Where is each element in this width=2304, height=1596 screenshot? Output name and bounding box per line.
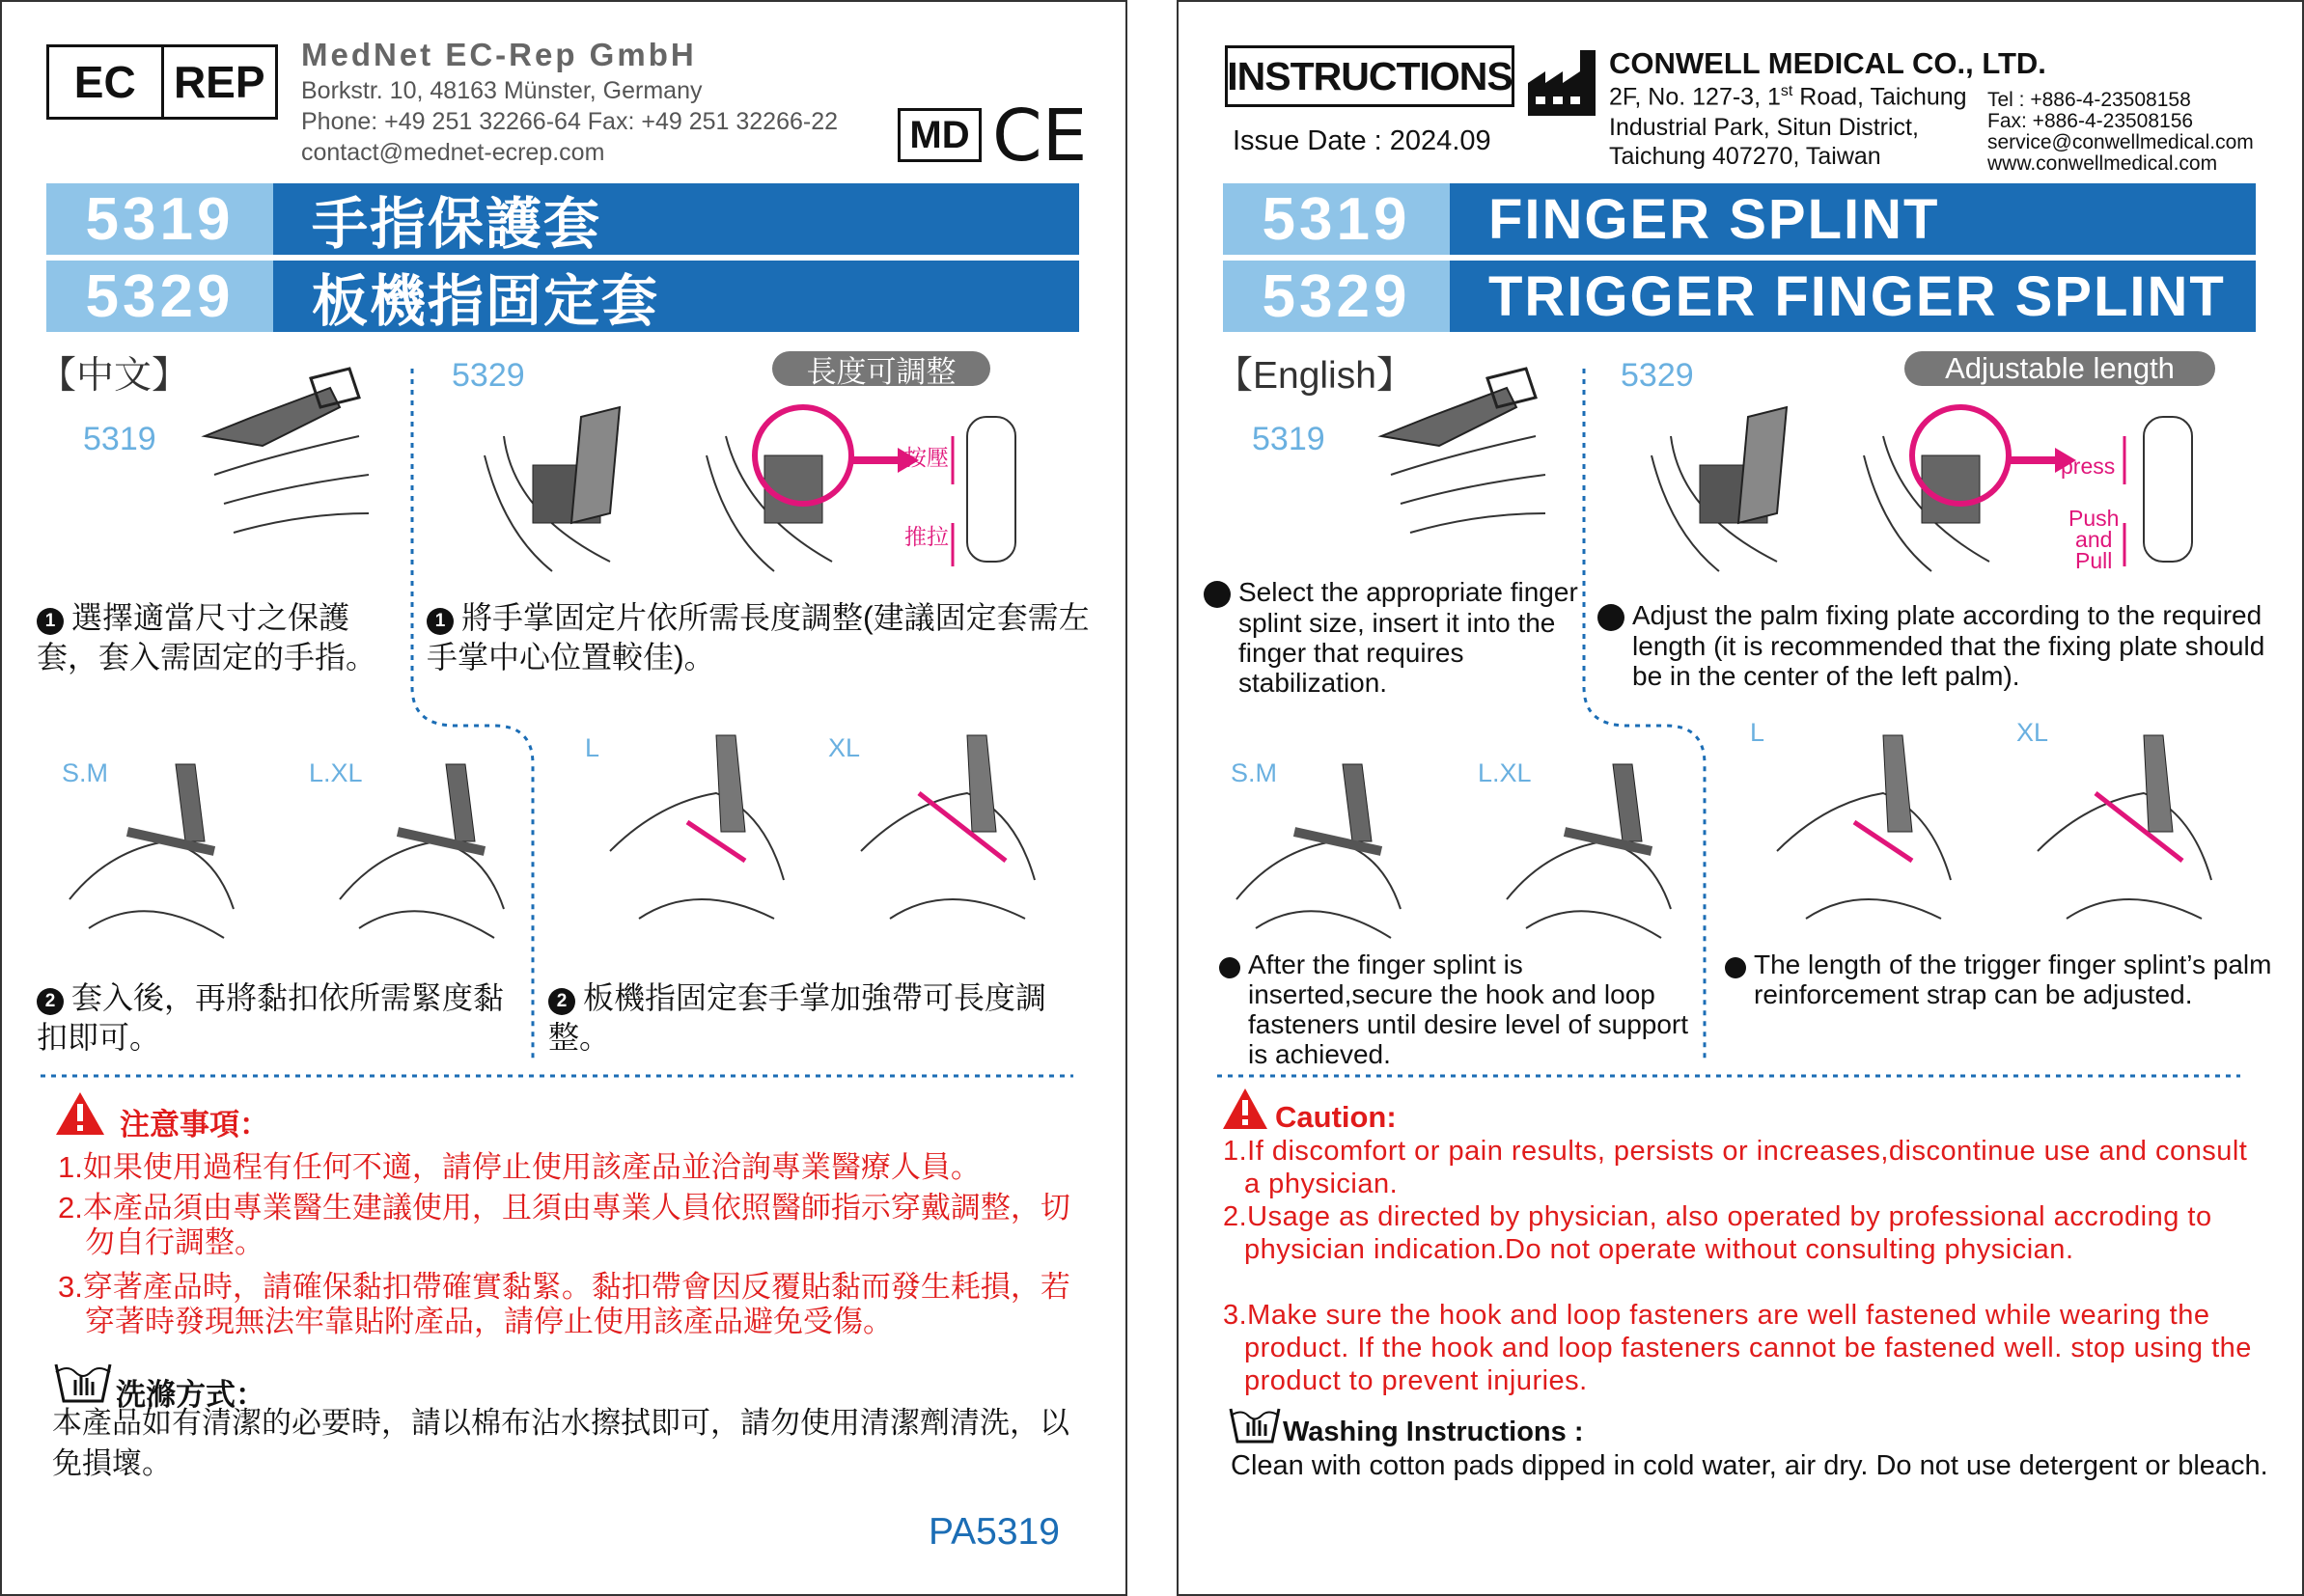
product-code: 5329: [1223, 261, 1450, 332]
product-code: 5319: [46, 183, 273, 255]
washing-text: 本產品如有清潔的必要時，請以棉布沾水擦拭即可，請勿使用清潔劑清洗，以免損壞。: [52, 1406, 1069, 1480]
manufacturer-address-line-2: Industrial Park, Situn District,: [1609, 114, 1919, 141]
manufacturer-website: www.conwellmedical.com: [1987, 152, 2218, 175]
size-sm-label: S.M: [62, 758, 109, 787]
hand-sm-illustration: [1236, 755, 1410, 938]
rep-email: contact@mednet-ecrep.com: [301, 139, 605, 166]
step-2-strap-adjust: [1707, 949, 2285, 1009]
step-number: 1: [1597, 604, 1624, 631]
step-2-fasten: [37, 978, 519, 1058]
washing-title: Washing Instructions :: [1283, 1417, 1584, 1447]
size-l-label: L: [1750, 718, 1765, 747]
product-name: 手指保護套: [273, 183, 1079, 255]
washing-text: Clean with cotton pads dipped in cold water, air dry. Do not use detergent or bleach.: [1231, 1450, 2268, 1481]
step-text: 將手掌固定片依所需長度調整(建議固定套需左手掌中心位置較佳)。: [427, 600, 1090, 674]
english-instructions-panel: [1177, 0, 2304, 1596]
size-lxl-label: L.XL: [1478, 758, 1532, 787]
manufacturer-name: CONWELL MEDICAL CO., LTD.: [1609, 46, 2046, 80]
size-xl-label: XL: [2016, 718, 2049, 747]
product-name: 板機指固定套: [273, 261, 1079, 332]
step-text: After the finger splint is inserted,secure the hook and loop fasteners until desire level of support is achieved.: [1248, 949, 1689, 1069]
step-2-fasten: [1201, 949, 1702, 1069]
hand-lxl-illustration: [340, 755, 514, 938]
hand-sm-illustration: [69, 755, 243, 938]
caution-item-1: 1.If discomfort or pain results, persists or increases,discontinue use and consult a physician.: [1223, 1136, 2248, 1199]
md-mark: MD: [898, 108, 982, 162]
push-pull-label: 推拉: [904, 524, 949, 549]
step-number: 1: [37, 608, 64, 635]
step-text: Adjust the palm fixing plate according to the required length (it is recommended that the fixing plate should be in the center of the left palm).: [1632, 600, 2265, 691]
step-text: 選擇適當尺寸之保護套，套入需固定的手指。: [37, 600, 377, 674]
hand-xl-strap-illustration: [2038, 726, 2221, 928]
caution-item-3: 3.Make sure the hook and loop fasteners are well fastened while wearing the product. If the hook and loop fasteners cannot be fastened well. stop using the product to prevent injuries.: [1223, 1300, 2252, 1396]
step-number: 2: [37, 988, 64, 1015]
product-name: TRIGGER FINGER SPLINT: [1450, 261, 2256, 332]
size-lxl-label: L.XL: [309, 758, 363, 787]
size-l-label: L: [585, 733, 600, 762]
and-text: and: [2075, 527, 2113, 552]
step-text: The length of the trigger finger splint’s palm reinforcement strap can be adjusted.: [1754, 949, 2272, 1009]
step-2-strap-adjust: [548, 978, 1050, 1058]
caution-title: Caution:: [1275, 1100, 1397, 1134]
hand-l-strap-illustration: [610, 726, 793, 928]
address-part: 2F, No. 127-3, 1: [1609, 83, 1781, 111]
issue-date: Issue Date : 2024.09: [1233, 125, 1491, 156]
adjustable-length-badge: Adjustable length: [1904, 351, 2215, 386]
hand-wash-icon: [1229, 1405, 1281, 1445]
hand-wash-icon: [54, 1361, 112, 1405]
manufacturer-tel: Tel : +886-4-23508158: [1987, 89, 2191, 111]
caution-item-3: 3.穿著產品時，請確保黏扣帶確實黏緊。黏扣帶會因反覆貼黏而發生耗損，若穿著時發現無法牢靠貼附產品，請停止使用該產品避免受傷。: [58, 1270, 1070, 1338]
model-5319-label: 5319: [1252, 421, 1325, 457]
manufacturer-email: service@conwellmedical.com: [1987, 131, 2254, 153]
size-xl-label: XL: [828, 733, 861, 762]
step-text: 套入後，再將黏扣依所需緊度黏扣即可。: [37, 980, 505, 1055]
language-label: 【English】: [1215, 355, 1414, 397]
language-label: 【中文】: [39, 355, 190, 397]
caution-item-2: 2.Usage as directed by physician, also operated by professional accroding to physician indication.Do not operate without consulting physician.: [1223, 1201, 2212, 1265]
step-number: 2: [548, 988, 575, 1015]
warning-icon: [54, 1090, 106, 1137]
press-label: 按壓: [904, 445, 949, 470]
model-5329-label: 5329: [1621, 357, 1694, 394]
warning-icon: [1221, 1087, 1269, 1131]
address-superscript: st: [1780, 83, 1793, 99]
product-code: 5329: [46, 261, 273, 332]
step-number: 1: [1204, 581, 1231, 608]
hand-xl-strap-illustration: [861, 726, 1044, 928]
instructions-badge: INSTRUCTIONS: [1225, 45, 1514, 107]
step-text: Select the appropriate finger splint size, insert it into the finger that requires stabilization.: [1238, 577, 1578, 698]
hand-l-strap-illustration: [1777, 726, 1960, 928]
model-5329-label: 5329: [452, 357, 525, 394]
step-number: 2: [1725, 957, 1746, 978]
product-code: 5319: [1223, 183, 1450, 255]
press-label: press: [2061, 454, 2116, 479]
washing-title: 洗滌方式：: [116, 1378, 265, 1412]
step-text: 板機指固定套手掌加強帶可長度調整。: [548, 980, 1047, 1055]
caution-item-1: 1.如果使用過程有任何不適，請停止使用該產品並洽詢專業醫療人員。: [58, 1150, 981, 1184]
rep-company-name: MedNet EC-Rep GmbH: [301, 37, 697, 72]
adjustable-length-badge: 長度可調整: [772, 351, 990, 386]
part-code: PA5319: [929, 1511, 1060, 1553]
manufacturer-fax: Fax: +886-4-23508156: [1987, 110, 2194, 132]
push-text: Push: [2068, 506, 2120, 531]
address-part: Road, Taichung: [1792, 83, 1967, 111]
pull-text: Pull: [2075, 548, 2113, 573]
product-name: FINGER SPLINT: [1450, 183, 2256, 255]
chinese-instructions-panel: [0, 0, 1127, 1596]
ec-label: EC: [49, 47, 164, 117]
hand-lxl-illustration: [1507, 755, 1680, 938]
model-5319-label: 5319: [83, 421, 156, 457]
step-number: 1: [427, 608, 454, 635]
caution-title: 注意事項：: [120, 1108, 269, 1142]
rep-address: Borkstr. 10, 48163 Münster, Germany: [301, 77, 703, 104]
step-number: 2: [1219, 957, 1240, 978]
rep-label: REP: [173, 57, 265, 107]
ce-mark: CE: [992, 95, 1088, 178]
caution-item-2: 2.本產品須由專業醫生建議使用，且須由專業人員依照醫師指示穿戴調整，切勿自行調整。: [58, 1191, 1070, 1259]
rep-phone: Phone: +49 251 32266-64 Fax: +49 251 32266-22: [301, 108, 839, 135]
size-sm-label: S.M: [1231, 758, 1278, 787]
manufacturer-address-line-3: Taichung 407270, Taiwan: [1609, 143, 1881, 170]
